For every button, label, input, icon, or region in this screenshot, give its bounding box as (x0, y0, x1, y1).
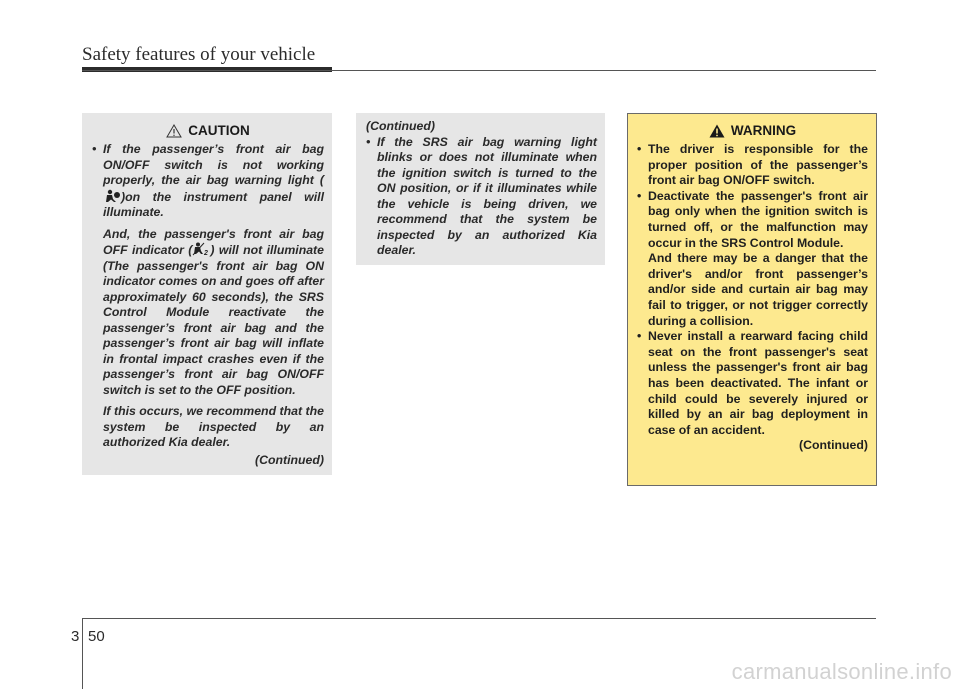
caution-p2 (92, 227, 324, 399)
caution-triangle-icon (166, 124, 182, 138)
warning-box (627, 113, 877, 486)
warning-continued: (Continued) (799, 438, 868, 453)
svg-text:2: 2 (204, 250, 209, 256)
caution-box (82, 113, 332, 475)
caution-heading: CAUTION (188, 123, 250, 138)
middle-continued: (Continued) (366, 119, 435, 133)
warning-bullet-3: • Never install a rearward facing child seat on the front passenger's seat unless the passenger's front air bag has been deactivated. The infant or child could be severely injured or killed by an air bag deployment in case of an accident. (637, 329, 868, 438)
caution-p3: If this occurs, we recommend that the system be inspected by an authorized Kia dealer. (103, 404, 324, 449)
caution-continued: (Continued) (255, 452, 324, 467)
passenger-airbag-off-icon (192, 242, 210, 256)
middle-bullet: • If the SRS air bag warning light blinks or does not illuminate when the ignition switch is turned to the ON position, or if it illuminates while the vehicle is being driven, we recommend that the system be inspected by an authorized Kia dealer. (366, 135, 597, 259)
page-header-title: Safety features of your vehicle (82, 44, 316, 65)
warning-bullet-2: • Deactivate the passenger's front air bag only when the ignition switch is turned off, or the malfunction may occur in the SRS Control Module. (637, 189, 868, 251)
footer-rule (82, 618, 876, 619)
caution-p2-pre: And, the passenger's front air bag OFF indicator ( (103, 226, 324, 257)
header-rule (82, 70, 876, 71)
warning-triangle-icon (709, 124, 725, 138)
page-number: 50 (88, 628, 105, 645)
warning-bullet-2-continued: And there may be a danger that the driver's and/or front passenger’s and/or side and curtain air bag may fail to trigger, or not trigger correctly during a collision. (648, 251, 868, 328)
watermark-text[interactable]: carmanualsonline.info (731, 659, 952, 684)
caution-p1-pre: If the passenger’s front air bag ON/OFF switch is not working properly, the air bag warning light ( (103, 142, 324, 187)
warning-heading: WARNING (730, 123, 797, 138)
caution-heading-row (92, 123, 324, 138)
footer-divider (82, 618, 83, 689)
caution-bullet (92, 142, 324, 221)
section-number: 3 (71, 628, 80, 645)
warning-bullet-1: • The driver is responsible for the proper position of the passenger’s front air bag ON/OFF switch. (637, 142, 868, 189)
continued-box (356, 113, 605, 265)
caution-p2-post: ) will not illuminate (The passenger's front air bag ON indicator comes on and goes off after approximately 60 seconds), the SRS Control Module reactivate the passenger’s front air bag and the passenger’s front air bag will inflate in frontal impact crashes even if the passenger’s front air bag ON/OFF switch is set to the OFF position. (103, 243, 324, 397)
airbag-warning-light-icon (103, 189, 121, 203)
warning-heading-row (637, 123, 868, 138)
caution-p1-post: )on the instrument panel will illuminate. (103, 189, 324, 219)
